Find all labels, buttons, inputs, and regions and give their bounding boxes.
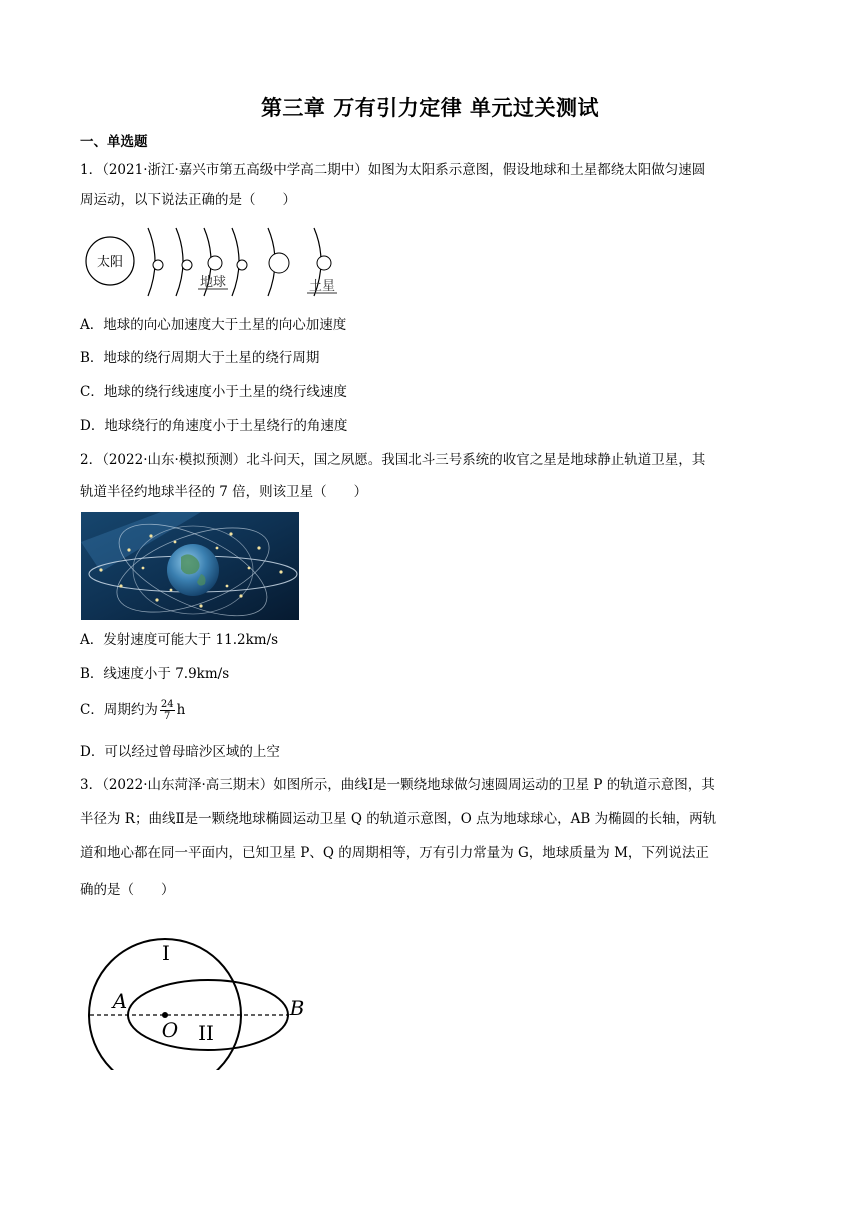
q2-option-d: D．可以经过曾母暗沙区域的上空 <box>80 744 280 760</box>
q2-option-c <box>80 699 185 722</box>
fraction-numerator: 24 <box>160 699 174 710</box>
planet-saturn <box>317 256 331 270</box>
q1-option-d: D．地球绕行的角速度小于土星绕行的角速度 <box>80 418 348 434</box>
solar-system-figure <box>80 222 350 302</box>
q1-stem-line2: 周运动，以下说法正确的是（ ） <box>80 192 296 208</box>
label-O: O <box>161 1018 179 1042</box>
planet-mars <box>237 260 247 270</box>
planet-earth <box>208 256 222 270</box>
q2-stem-line2: 轨道半径约地球半径的 7 倍，则该卫星（ ） <box>80 484 368 500</box>
q1-option-a: A．地球的向心加速度大于土星的向心加速度 <box>80 317 347 333</box>
label-A: A <box>112 989 128 1013</box>
saturn-label: 土星 <box>308 279 336 294</box>
q1-option-b: B．地球的绕行周期大于土星的绕行周期 <box>80 350 320 366</box>
q3-stem-line1: 3．（2022·山东菏泽·高三期末）如图所示，曲线Ⅰ是一颗绕地球做匀速圆周运动的卫星 P 的轨道示意图，其 <box>80 777 715 793</box>
planet-jupiter <box>269 253 289 273</box>
planet-venus <box>182 260 192 270</box>
q2-option-c-prefix: C．周期约为 <box>80 702 158 718</box>
section-heading: 一、单选题 <box>80 134 148 150</box>
page-title: 第三章 万有引力定律 单元过关测试 <box>260 96 600 120</box>
q2-option-b: B．线速度小于 7.9km/s <box>80 666 230 682</box>
q1-stem-line1: 1．（2021·浙江·嘉兴市第五高级中学高二期中）如图为太阳系示意图，假设地球和土星都绕太阳做匀速圆 <box>80 162 706 178</box>
q2-stem-line1: 2．（2022·山东·模拟预测）北斗问天，国之夙愿。我国北斗三号系统的收官之星是地球静止轨道卫星，其 <box>80 452 706 468</box>
orbit-figure <box>80 930 320 1070</box>
beidou-satellite-image <box>81 512 299 620</box>
label-B: B <box>289 996 305 1020</box>
q1-option-c: C．地球的绕行线速度小于土星的绕行线速度 <box>80 384 347 400</box>
label-II: II <box>198 1021 214 1045</box>
fraction-denominator: 7 <box>164 711 171 722</box>
q3-stem-line4: 确的是（ ） <box>80 882 175 898</box>
planet-mercury <box>153 260 163 270</box>
earth-label: 地球 <box>199 275 227 290</box>
orbit-arc-2 <box>176 228 183 296</box>
q2-option-c-unit: h <box>176 702 186 718</box>
sun-label: 太阳 <box>96 255 124 270</box>
q2-option-a: A．发射速度可能大于 11.2km/s <box>80 632 279 648</box>
q3-stem-line2: 半径为 R；曲线Ⅱ是一颗绕地球椭圆运动卫星 Q 的轨道示意图，O 点为地球球心，AB 为椭圆的长轴，两轨 <box>80 811 717 827</box>
q3-stem-line3: 道和地心都在同一平面内，已知卫星 P、Q 的周期相等，万有引力常量为 G，地球质量为 M，下列说法正 <box>80 845 709 861</box>
q2-option-c-fraction <box>160 699 175 722</box>
label-I: I <box>162 941 170 965</box>
